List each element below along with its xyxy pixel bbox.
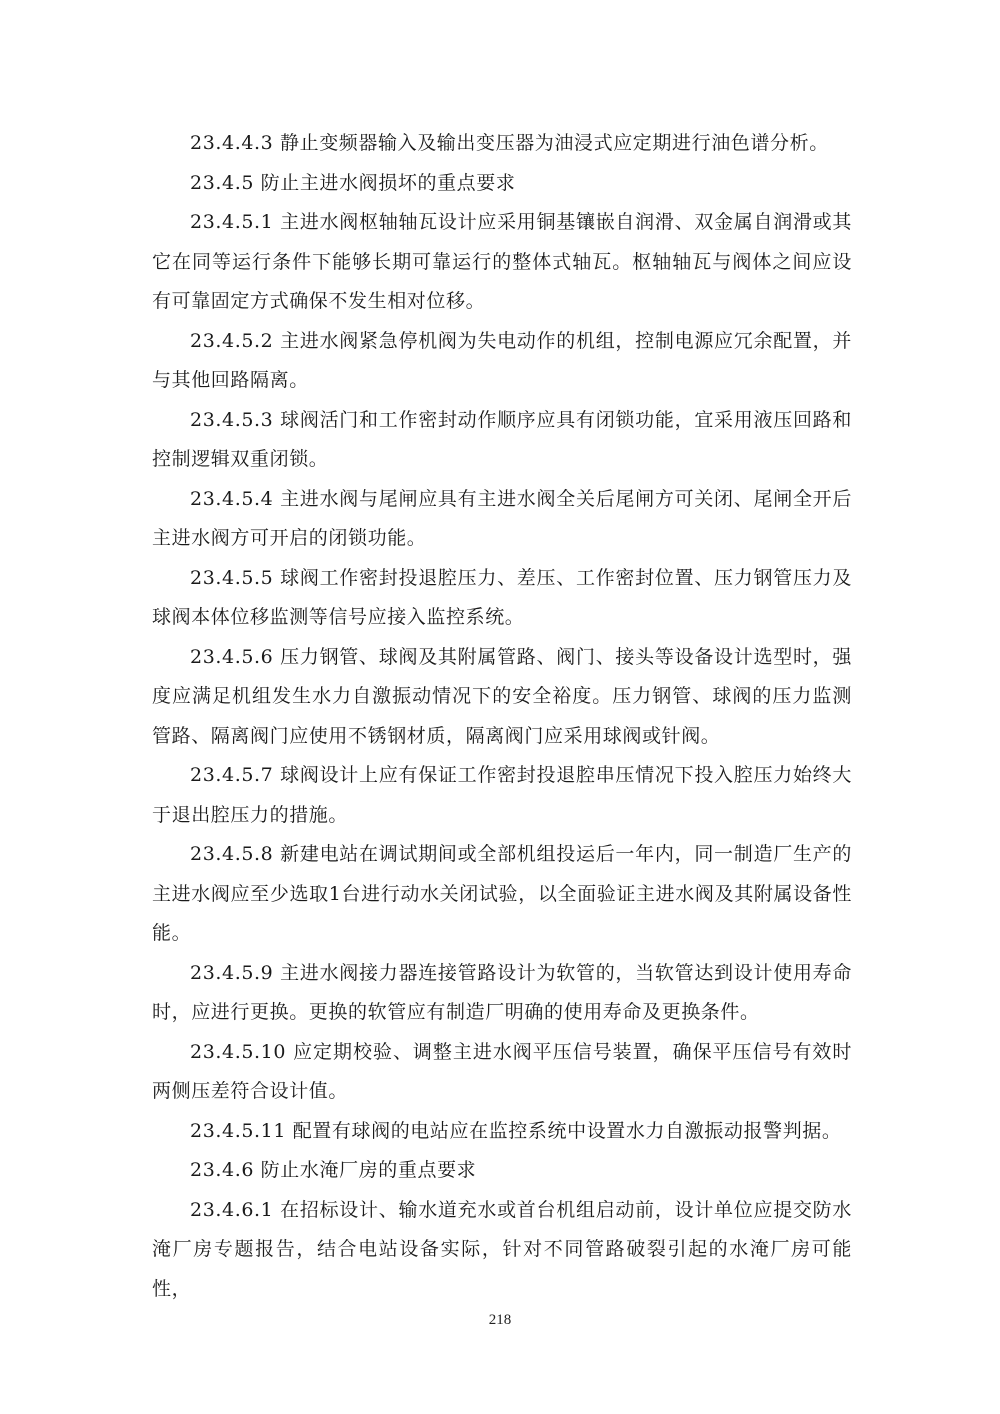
page-number: 218 bbox=[488, 1312, 512, 1328]
paragraph-23-4-5-7: 23.4.5.7 球阀设计上应有保证工作密封投退腔串压情况下投入腔压力始终大于退出腔压力的措施。 bbox=[152, 764, 852, 826]
heading-23-4-5: 23.4.5 防止主进水阀损坏的重点要求 bbox=[190, 171, 516, 194]
paragraph-23-4-5-1: 23.4.5.1 主进水阀枢轴轴瓦设计应采用铜基镶嵌自润滑、双金属自润滑或其它在同等运行条件下能够长期可靠运行的整体式轴瓦。枢轴轴瓦与阀体之间应设有可靠固定方式确保不发生相对位移。 bbox=[152, 211, 852, 312]
paragraph-23-4-5-4: 23.4.5.4 主进水阀与尾闸应具有主进水阀全关后尾闸方可关闭、尾闸全开后主进水阀方可开启的闭锁功能。 bbox=[152, 487, 852, 549]
paragraph-23-4-5-8: 23.4.5.8 新建电站在调试期间或全部机组投运后一年内，同一制造厂生产的主进水阀应至少选取1台进行动水关闭试验，以全面验证主进水阀及其附属设备性能。 bbox=[152, 843, 852, 944]
paragraph-23-4-5-11: 23.4.5.11 配置有球阀的电站应在监控系统中设置水力自激振动报警判据。 bbox=[190, 1119, 842, 1142]
paragraph-23-4-5-10: 23.4.5.10 应定期校验、调整主进水阀平压信号装置，确保平压信号有效时两侧压差符合设计值。 bbox=[152, 1040, 852, 1102]
paragraph-23-4-4-3: 23.4.4.3 静止变频器输入及输出变压器为油浸式应定期进行油色谱分析。 bbox=[190, 132, 829, 154]
paragraph-23-4-5-9: 23.4.5.9 主进水阀接力器连接管路设计为软管的，当软管达到设计使用寿命时，应进行更换。更换的软管应有制造厂明确的使用寿命及更换条件。 bbox=[152, 961, 852, 1023]
document-body bbox=[152, 124, 852, 1309]
paragraph-23-4-5-5: 23.4.5.5 球阀工作密封投退腔压力、差压、工作密封位置、压力钢管压力及球阀本体位移监测等信号应接入监控系统。 bbox=[152, 566, 852, 628]
paragraph-23-4-6-1: 23.4.6.1 在招标设计、输水道充水或首台机组启动前，设计单位应提交防水淹厂房专题报告，结合电站设备实际，针对不同管路破裂引起的水淹厂房可能性， bbox=[152, 1198, 852, 1300]
paragraph-23-4-5-6: 23.4.5.6 压力钢管、球阀及其附属管路、阀门、接头等设备设计选型时，强度应满足机组发生水力自激振动情况下的安全裕度。压力钢管、球阀的压力监测管路、隔离阀门应使用不锈钢材质，隔离阀门应采用球阀或针阀。 bbox=[152, 645, 852, 747]
paragraph-23-4-5-2: 23.4.5.2 主进水阀紧急停机阀为失电动作的机组，控制电源应冗余配置，并与其他回路隔离。 bbox=[152, 329, 852, 391]
heading-23-4-6: 23.4.6 防止水淹厂房的重点要求 bbox=[190, 1159, 477, 1181]
paragraph-23-4-5-3: 23.4.5.3 球阀活门和工作密封动作顺序应具有闭锁功能，宜采用液压回路和控制逻辑双重闭锁。 bbox=[152, 408, 852, 470]
